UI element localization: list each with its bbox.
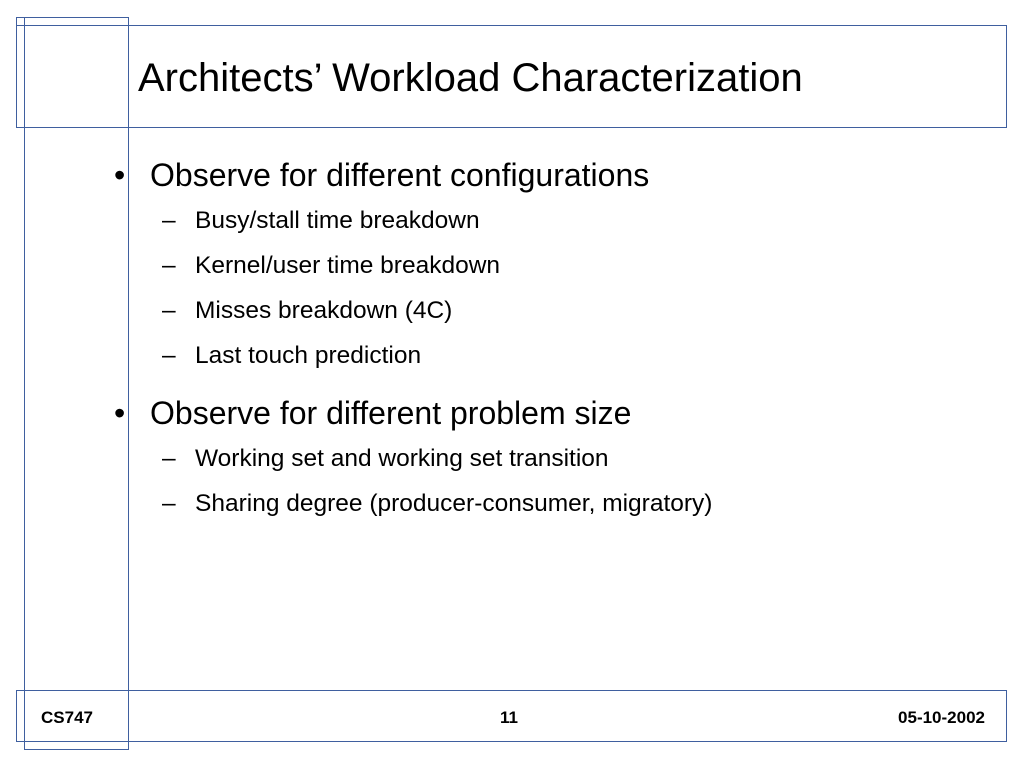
sub-bullet-mark: – [162, 252, 176, 279]
sub-bullet-text: Busy/stall time breakdown [195, 207, 480, 234]
sub-bullet-mark: – [162, 207, 176, 234]
sub-bullet-item [110, 481, 990, 526]
sub-bullet-text: Misses breakdown (4C) [195, 297, 453, 324]
sub-bullet-item [110, 288, 990, 333]
bullet-mark: • [114, 395, 126, 431]
sub-bullet-mark: – [162, 297, 176, 324]
sub-bullet-text: Last touch prediction [195, 342, 422, 369]
footer-course-code: CS747 [41, 708, 93, 727]
bullet-text: Observe for different problem size [150, 395, 632, 431]
slide-content [110, 152, 990, 526]
sub-bullet-mark: – [162, 342, 176, 369]
bullet-item [110, 152, 990, 198]
bullet-group [110, 390, 990, 526]
sub-bullet-mark: – [162, 445, 176, 472]
footer-date: 05-10-2002 [898, 708, 985, 727]
footer-slide-number: 11 [500, 708, 518, 727]
sub-bullet-item [110, 436, 990, 481]
sub-bullet-item [110, 333, 990, 378]
sub-bullet-text: Working set and working set transition [195, 445, 609, 472]
sub-bullet-text: Kernel/user time breakdown [195, 252, 501, 279]
sub-bullet-item [110, 198, 990, 243]
sub-bullet-item [110, 243, 990, 288]
sub-bullet-mark: – [162, 490, 176, 517]
bullet-mark: • [114, 157, 126, 193]
slide-title: Architects’ Workload Characterization [138, 56, 803, 100]
sub-bullet-text: Sharing degree (producer-consumer, migratory) [195, 490, 713, 517]
bullet-text: Observe for different configurations [150, 157, 650, 193]
bullet-group [110, 152, 990, 378]
bullet-item [110, 390, 990, 436]
